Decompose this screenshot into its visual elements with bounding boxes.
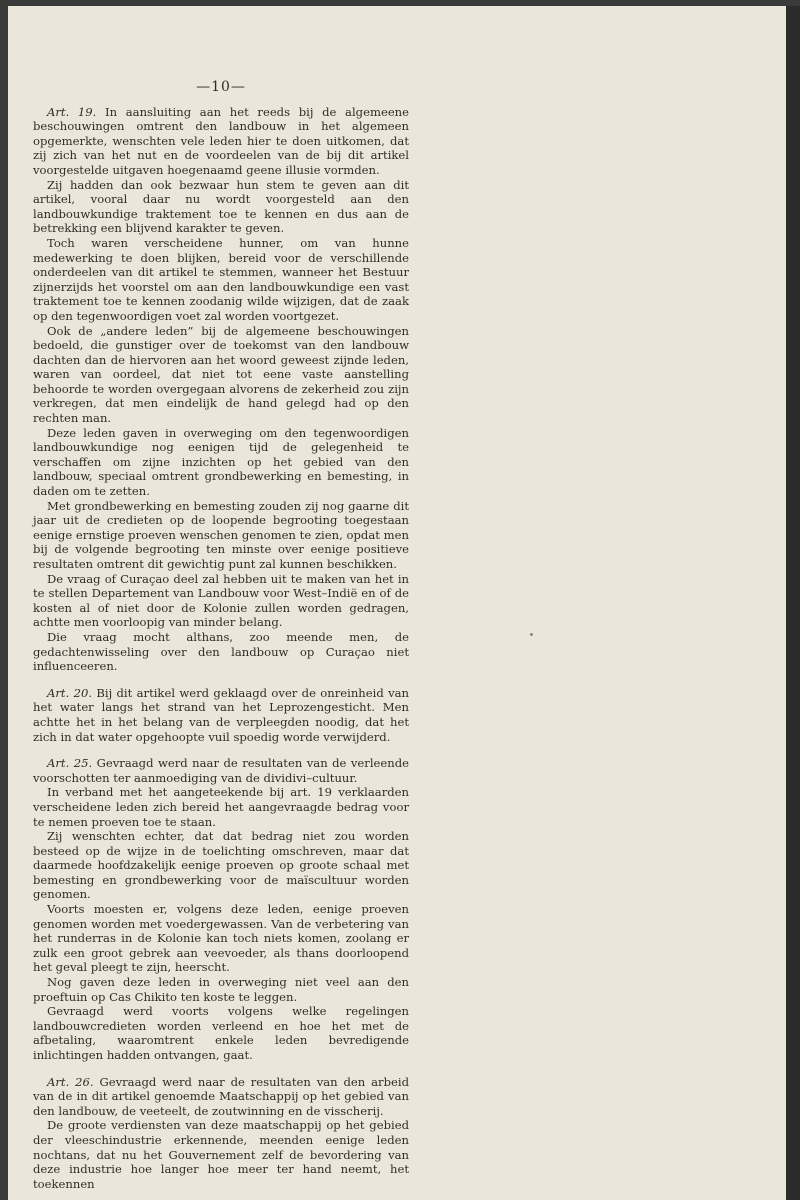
paragraph-text: Gevraagd werd naar de resultaten van de verleende voorschotten ter aanmoediging van de dividivi–cultuur. (33, 756, 409, 785)
paragraph: In verband met het aangeteekende bij art. 19 verklaarden verscheidene leden zich bereid het aangevraagde bedrag voor te nemen proeven toe te staan. (33, 785, 409, 829)
article-label: Art. 20. (47, 685, 93, 700)
paragraph: Voorts moesten er, volgens deze leden, eenige proeven genomen worden met voedergewassen. Van de verbetering van het runderras in de Kolonie kan toch niets komen, zoolang er zulk een groot gebrek aan veevoeder, als thans doorloopend het geval pleegt te zijn, heerscht. (33, 902, 409, 975)
paragraph-text: In aansluiting aan het reeds bij de algemeene beschouwingen omtrent den landbouw in het algemeen opgemerkte, wenschten vele leden hier te doen uitkomen, dat zij zich van het nut en de voordeelen van de bij dit artikel voorgestelde uitgaven hoegenaamd geene illusie vormden. (33, 104, 410, 177)
article-label: Art. 19. (47, 104, 97, 119)
paragraph (33, 756, 409, 785)
page-number: —10— (196, 79, 246, 95)
article-label: Art. 26. (47, 1074, 94, 1089)
paragraph (33, 686, 409, 744)
article-25 (33, 756, 409, 1062)
paragraph: Ook de „andere leden” bij de algemeene beschouwingen bedoeld, die gunstiger over de toekomst van den landbouw dachten dan de hiervoren aan het woord geweest zijnde leden, waren van oordeel, dat niet tot eene vaste aanstelling behoorde te worden overgegaan alvorens de zekerheid zou zijn verkregen, dat men eindelijk de hand gelegd had op den rechten man. (33, 323, 409, 426)
article-label: Art. 25. (47, 756, 93, 771)
paragraph (33, 1075, 409, 1119)
article-26 (33, 1075, 409, 1192)
paragraph-text: Gevraagd werd naar de resultaten van den arbeid van de in dit artikel genoemde Maatschappij op het gebied van den landbouw, de veeteelt, de zoutwinning en de visscherij. (33, 1074, 409, 1118)
paragraph: Toch waren verscheidene hunner, om van hunne medewerking te doen blijken, bereid voor de verschillende onderdeelen van dit artikel te stemmen, wanneer het Bestuur zijnerzijds het voorstel om aan den landbouwkundige een vast traktement toe te kennen zoodanig wilde wijzigen, dat de zaak op den tegenwoordigen voet zal worden voortgezet. (33, 235, 409, 323)
paragraph: De groote verdiensten van deze maatschappij op het gebied der vleeschindustrie erkennende, meenden eenige leden nochtans, dat nu het Gouvernement zelf de bevordering van deze industrie hoe langer hoe meer ter hand neemt, het toekennen (33, 1118, 409, 1191)
paragraph: Die vraag mocht althans, zoo meende men, de gedachtenwisseling over den landbouw op Curaçao niet influenceeren. (33, 629, 409, 674)
scan-border (786, 6, 800, 1200)
paper-speck (530, 633, 533, 636)
page-text (33, 68, 409, 1200)
paragraph (33, 105, 409, 178)
paragraph: De vraag of Curaçao deel zal hebben uit te maken van het in te stellen Departement van Landbouw voor West–Indië en of de kosten al of niet door de Kolonie zullen worden gedragen, achtte men voorloopig van minder belang. (33, 571, 409, 630)
paragraph: Zij hadden dan ook bezwaar hun stem te geven aan dit artikel, vooral daar nu wordt voorgesteld aan den landbouwkundige traktement toe te kennen en dus aan de betrekking een blijvend karakter te geven. (33, 177, 409, 236)
paragraph-text: Bij dit artikel werd geklaagd over de onreinheid van het water langs het strand van het Leprozengesticht. Men achtte het in het belang van de verpleegden noodig, dat het zich in dat water opgehoopte vuil spoedig worde verwijderd. (33, 685, 410, 744)
document-page (8, 6, 786, 1200)
article-19 (33, 105, 409, 674)
paragraph: Deze leden gaven in overweging om den tegenwoordigen landbouwkundige nog eenigen tijd de gelegenheid te verschaffen om zijne inzichten op het gebied van den landbouw, speciaal omtrent grondbewerking en bemesting, in daden om te zetten. (33, 425, 409, 499)
paragraph: Met grondbewerking en bemesting zouden zij nog gaarne dit jaar uit de credieten op de loopende begrooting toegestaan eenige ernstige proeven wenschen genomen te zien, opdat men bij de volgende begrooting ten minste over eenige positieve resultaten omtrent dit gewichtig punt zal kunnen beschikken. (33, 498, 409, 571)
article-20 (33, 686, 409, 744)
paragraph: Nog gaven deze leden in overweging niet veel aan den proeftuin op Cas Chikito ten koste te leggen. (33, 975, 409, 1004)
paragraph: Zij wenschten echter, dat dat bedrag niet zou worden besteed op de wijze in de toelichting omschreven, maar dat daarmede hoofdzakelijk eenige proeven op groote schaal met bemesting en grondbewerking voor de maïscultuur worden genomen. (33, 829, 409, 902)
paragraph: Gevraagd werd voorts volgens welke regelingen landbouwcredieten worden verleend en hoe het met de afbetaling, waaromtrent enkele leden bevredigende inlichtingen hadden ontvangen, gaat. (33, 1004, 409, 1062)
